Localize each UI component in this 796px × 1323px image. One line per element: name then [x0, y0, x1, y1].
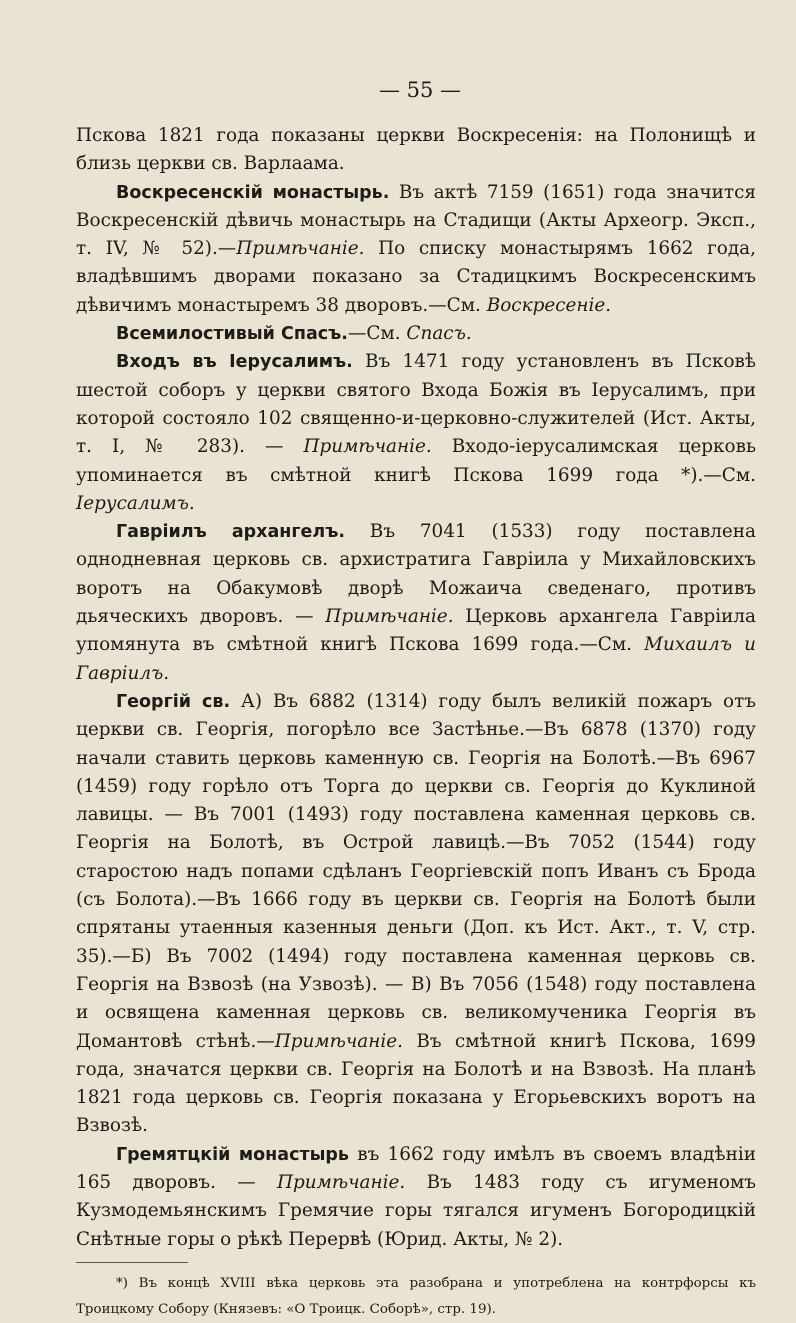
footnote-separator [76, 1262, 188, 1263]
entry-cross-reference: Воскресеніе. [486, 294, 612, 316]
entry-heading: Воскресенскій монастырь. [116, 182, 390, 203]
entry-note-label: Примѣчаніе. [274, 1030, 403, 1052]
page-number: — 55 — [378, 78, 462, 102]
entry-text: А) Въ 6882 (1314) году былъ великій пожаръ отъ церкви св. Георгія, погорѣло все Застѣнье.—Въ 6878 (1370) году начали ставить церковь каменную св. Георгія на Болотѣ.—Въ 6967 (1459) году горѣло отъ Торга до церкви св. Георгія до Куклиной лавицы. — Въ 7001 (1493) году поставлена каменная церковь св. Георгія на Болотѣ, въ Острой лавицѣ.—Въ 7052 (1544) году старостою надъ попами сдѣланъ Георгіевскій попъ Иванъ съ Брода (съ Болота).—Въ 1666 году въ церкви св. Георгія на Болотѣ были спрятаны утаенныя казенныя деньги (Доп. къ Ист. Акт., т. V, стр. 35).—Б) Въ 7002 (1494) году поставлена каменная церковь св. Георгія на Взвозѣ (на Узвозѣ). — В) Въ 7056 (1548) году поставлена и освящена каменная церковь св. великомученика Георгія въ Домантовѣ стѣнѣ.— [76, 690, 756, 1052]
entry-vsemilostivy-spas [76, 320, 756, 348]
entry-cross-reference: Спасъ. [406, 323, 472, 345]
entry-gremyatsky-monastery [76, 1141, 756, 1254]
entry-note-label: Примѣчаніе. [236, 238, 365, 260]
entry-text: Въ актѣ 7159 (1651) года значится Воскресенскій дѣвичь монастырь на Стадищи (Акты Археогр. Эксп., т. IV, № 52).— [76, 181, 756, 260]
paragraph-continuation [76, 122, 756, 179]
entry-heading: Всемилостивый Спасъ. [116, 324, 348, 345]
entry-vkhod-v-ierusalim [76, 348, 756, 518]
entry-cross-reference: Іерусалимъ. [76, 492, 195, 514]
entry-text: Въ 1471 году установленъ въ Псковѣ шестой соборъ у церкви святого Входа Божія въ Іерусалимъ, при которой состояло 102 священно-и-церковно-служителей (Ист. Акты, т. I, № 283). — [76, 351, 756, 458]
entry-text-continued: По списку монастырямъ 1662 года, владѣвшимъ дворами показано за Стадицкимъ Воскресенскимъ дѣвичимъ монастыремъ 38 дворовъ.—См. [76, 238, 756, 316]
entry-heading: Гремятцкій монастырь [116, 1144, 349, 1165]
entry-voskresensky-monastery [76, 179, 756, 320]
entry-text-continued: Въ 1483 году съ игуменомъ Кузмодемьянскимъ Гремячие горы тягался игуменъ Богородицкій Снѣтные горы о рѣкѣ Перервѣ (Юрид. Акты, № 2). [76, 1171, 756, 1250]
entry-heading: Георгій св. [116, 691, 231, 712]
entry-text: въ 1662 году имѣлъ въ своемъ владѣніи 165 дворовъ. — [76, 1143, 756, 1193]
entry-gavriil-arkhangel [76, 518, 756, 688]
entry-text-continued: Церковь архангела Гавріила упомянута въ смѣтной книгѣ Пскова 1699 года.—См. [76, 606, 757, 656]
entry-note-label: Примѣчаніе. [303, 436, 432, 458]
entry-heading: Входъ въ Іерусалимъ. [116, 352, 353, 373]
entry-text-continued: Входо-іерусалимская церковь упоминается въ смѣтной книгѣ Пскова 1699 года *).—См. [76, 436, 756, 486]
entry-text: —См. [347, 323, 407, 345]
footnote: *) Въ концѣ XVIII вѣка церковь эта разобрана и употреблена на контрфорсы къ Троицкому Собору (Князевъ: «О Троицк. Соборѣ», стр. 19). [76, 1275, 756, 1317]
entry-cross-reference: Михаилъ и Гавріилъ. [76, 634, 757, 684]
entry-heading: Гавріилъ архангелъ. [116, 522, 345, 543]
entry-text-continued: Въ смѣтной книгѣ Пскова, 1699 года, значатся церкви св. Георгія на Болотѣ и на Взвозѣ. На планѣ 1821 года церковь св. Георгія показана у Егорьевскихъ воротъ на Взвозѣ. [76, 1030, 756, 1137]
entry-note-label: Примѣчаніе. [325, 606, 454, 628]
entry-text: Въ 7041 (1533) году поставлена однодневная церковь св. архистратига Гавріила у Михайловскихъ воротъ на Обакумовѣ дворѣ Можаича сведенаго, противъ дьяческихъ дворовъ. — [76, 521, 756, 628]
entry-georgy [76, 688, 756, 1141]
paragraph-text: Пскова 1821 года показаны церкви Воскресенія: на Полонищѣ и близь церкви св. Варлаама. [76, 125, 756, 175]
entry-note-label: Примѣчаніе. [276, 1171, 406, 1193]
